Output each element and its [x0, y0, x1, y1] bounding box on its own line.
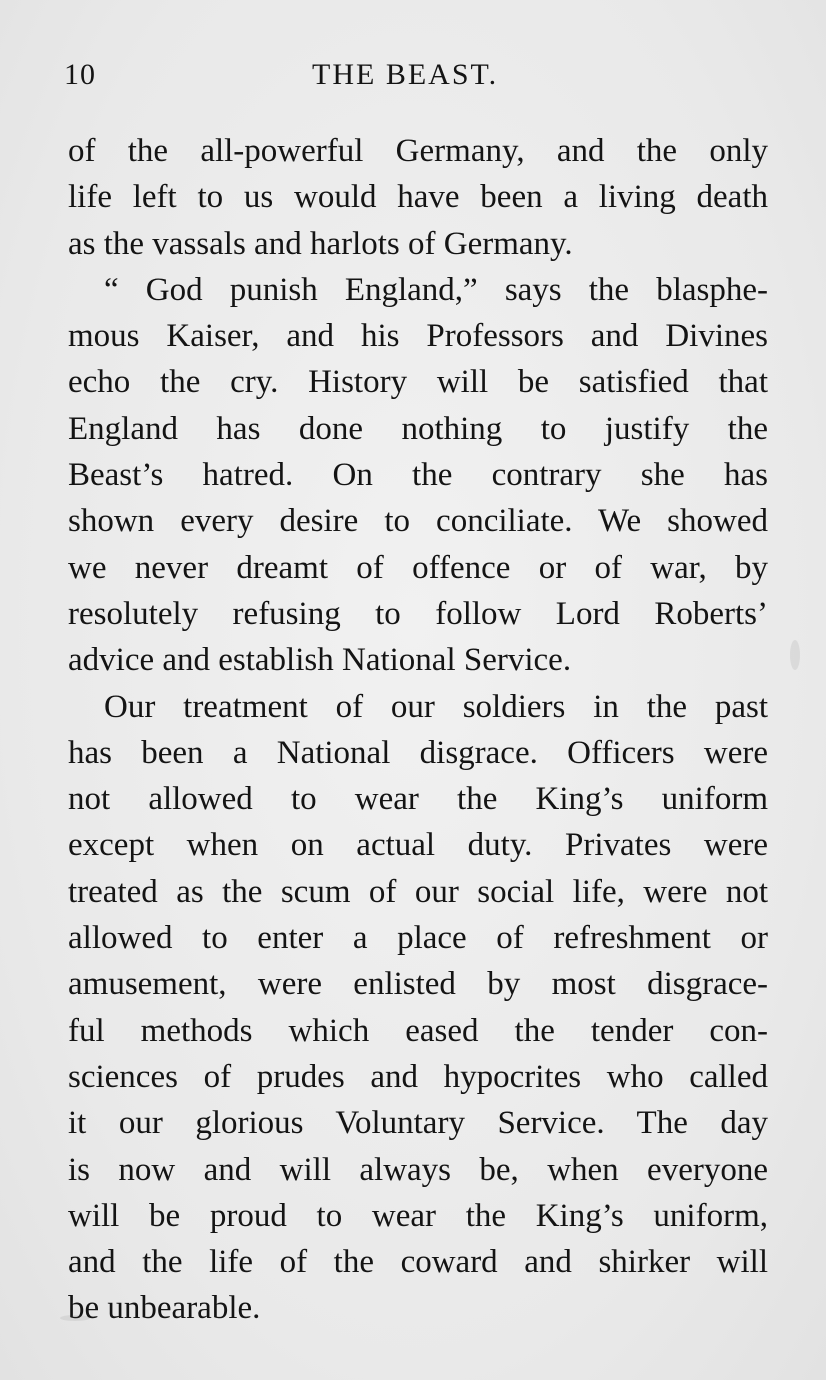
- text-line: of the all-powerful Germany, and the only: [68, 133, 768, 169]
- page-header: [64, 58, 764, 98]
- text-line: except when on actual duty. Privates were: [68, 827, 768, 864]
- text-line: allowed to enter a place of refreshment or: [68, 920, 768, 957]
- text-line: amusement, were enlisted by most disgrace-: [68, 966, 768, 1003]
- text-line: advice and establish National Service.: [68, 642, 572, 679]
- text-line: not allowed to wear the King’s uniform: [68, 781, 768, 818]
- text-line: ful methods which eased the tender con-: [68, 1012, 768, 1049]
- running-head: THE BEAST.: [312, 58, 499, 91]
- text-line: England has done nothing to justify the: [68, 410, 768, 447]
- text-line: mous Kaiser, and his Professors and Divines: [68, 318, 768, 355]
- text-line: life left to us would have been a living death: [68, 179, 768, 216]
- text-line: and the life of the coward and shirker will: [68, 1244, 768, 1281]
- text-line: Our treatment of our soldiers in the past: [104, 688, 768, 725]
- text-line: we never dreamt of offence or of war, by: [68, 549, 768, 586]
- paper-speck: [790, 640, 800, 670]
- text-line: will be proud to wear the King’s uniform,: [68, 1197, 768, 1234]
- page-number: 10: [64, 58, 96, 91]
- text-line: resolutely refusing to follow Lord Roberts’: [68, 595, 768, 632]
- text-line: “ God punish England,” says the blasphe-: [104, 271, 768, 308]
- body-text: [68, 128, 768, 1332]
- text-line: treated as the scum of our social life, were not: [68, 873, 768, 910]
- paper-speck: [60, 1315, 90, 1321]
- text-line: has been a National disgrace. Officers were: [68, 734, 768, 771]
- text-line: sciences of prudes and hypocrites who called: [68, 1058, 768, 1095]
- text-line: is now and will always be, when everyone: [68, 1151, 768, 1188]
- text-line: Beast’s hatred. On the contrary she has: [68, 457, 768, 494]
- text-line: be unbearable.: [68, 1290, 261, 1327]
- text-line: shown every desire to conciliate. We showed: [68, 503, 768, 540]
- text-line: as the vassals and harlots of Germany.: [68, 225, 573, 262]
- text-line: it our glorious Voluntary Service. The day: [68, 1105, 768, 1142]
- text-line: echo the cry. History will be satisfied that: [68, 364, 768, 401]
